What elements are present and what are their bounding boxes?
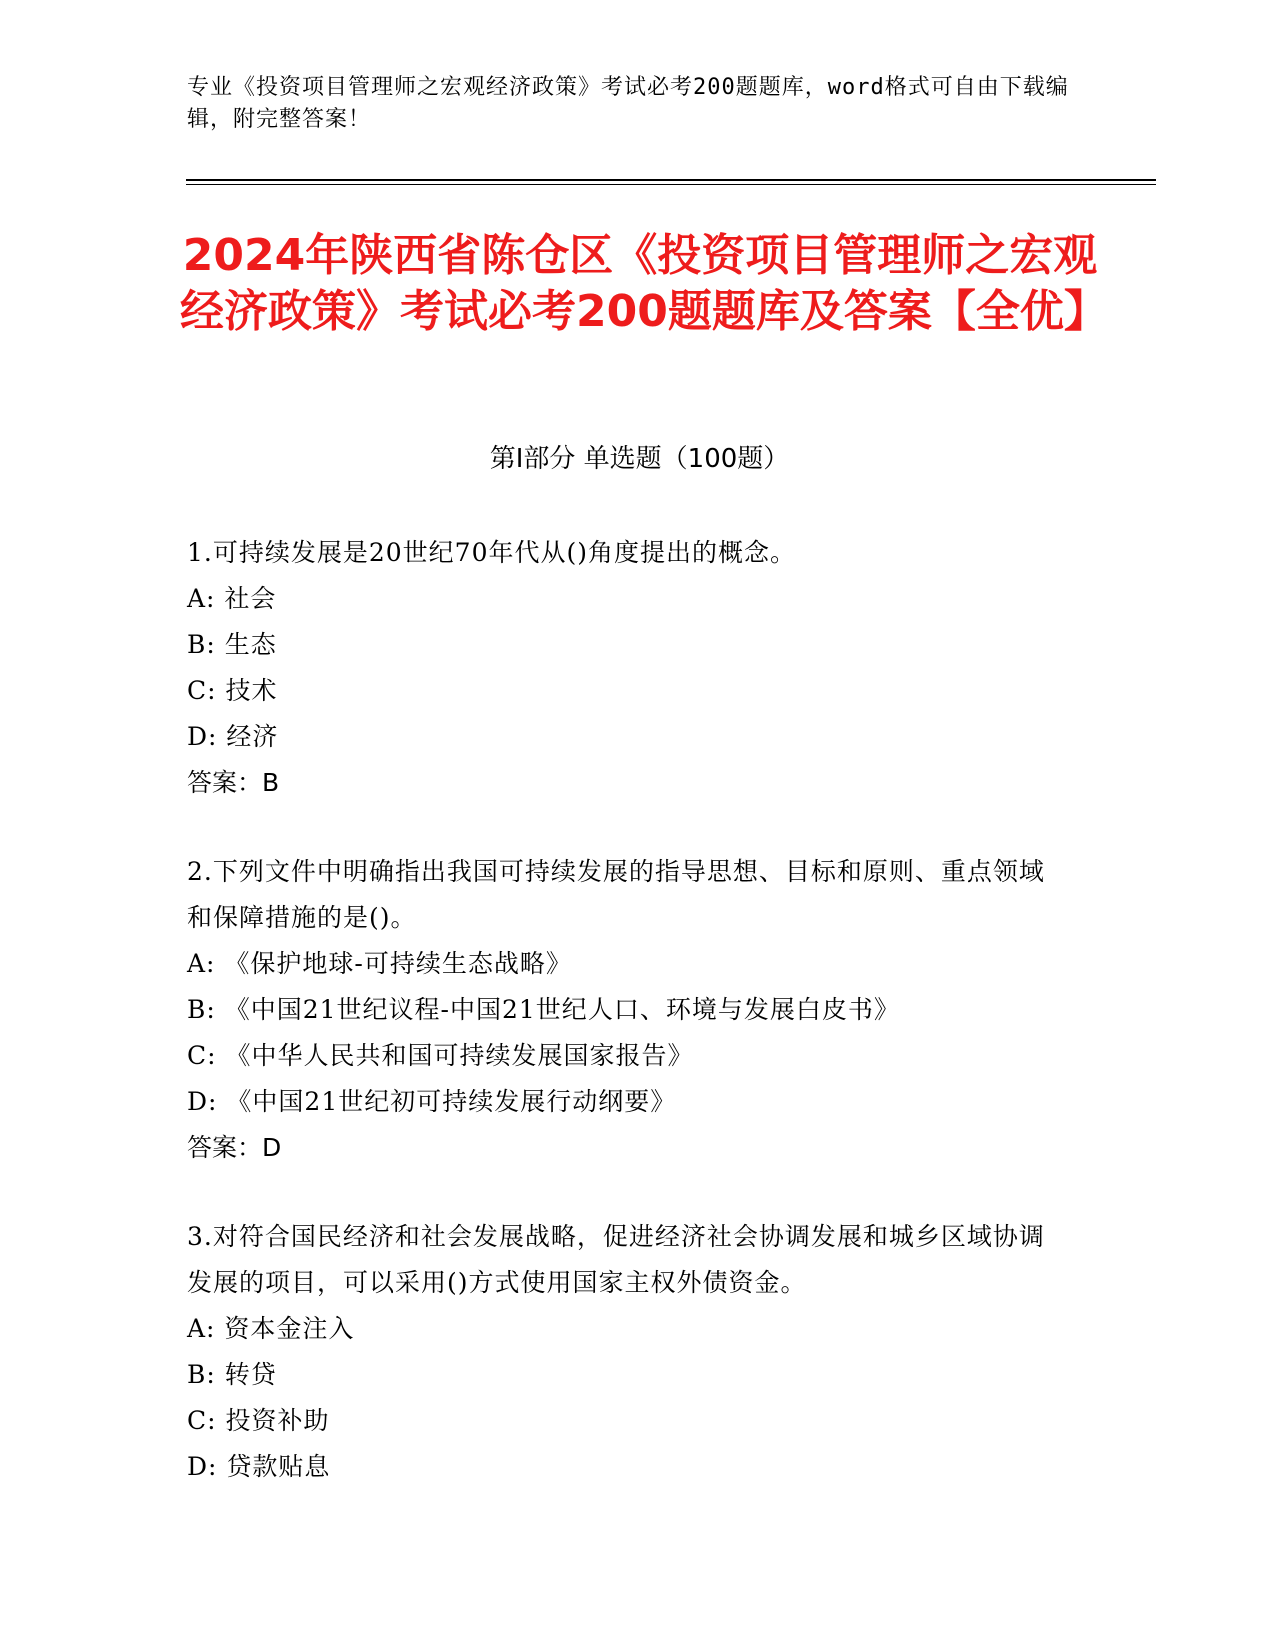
question-list [187, 530, 1067, 1533]
option-a: A: 《保护地球-可持续生态战略》 [187, 949, 572, 978]
answer-line: 答案：B [187, 768, 280, 797]
option-c: C: 技术 [187, 676, 278, 705]
option-c: C: 《中华人民共和国可持续发展国家报告》 [187, 1041, 694, 1070]
section-heading: 第Ⅰ部分 单选题（100题） [489, 444, 790, 474]
option-b: B: 生态 [187, 630, 277, 659]
header-rule-thick [186, 179, 1156, 181]
question-item [187, 530, 1067, 806]
option-b: B: 转贷 [187, 1360, 277, 1389]
header-note: 专业《投资项目管理师之宏观经济政策》考试必考200题题库，word格式可自由下载编辑，附完整答案！ [187, 75, 1069, 132]
question-stem: 2.下列文件中明确指出我国可持续发展的指导思想、目标和原则、重点领域和保障措施的是()。 [187, 857, 1045, 932]
option-d: D: 《中国21世纪初可持续发展行动纲要》 [187, 1087, 677, 1116]
option-a: A: 社会 [187, 584, 277, 613]
option-b: B: 《中国21世纪议程-中国21世纪人口、环境与发展白皮书》 [187, 995, 900, 1024]
answer-line: 答案：D [187, 1133, 282, 1162]
option-d: D: 贷款贴息 [187, 1452, 331, 1481]
option-c: C: 投资补助 [187, 1406, 330, 1435]
option-a: A: 资本金注入 [187, 1314, 355, 1343]
question-stem: 3.对符合国民经济和社会发展战略，促进经济社会协调发展和城乡区域协调发展的项目，可以采用()方式使用国家主权外债资金。 [187, 1222, 1045, 1297]
question-item [187, 1214, 1067, 1490]
document-title: 2024年陕西省陈仓区《投资项目管理师之宏观经济政策》考试必考200题题库及答案【全优】 [180, 230, 1108, 337]
question-stem: 1.可持续发展是20世纪70年代从()角度提出的概念。 [187, 538, 796, 567]
question-item [187, 849, 1067, 1171]
header-rule-thin [186, 184, 1156, 185]
option-d: D: 经济 [187, 722, 279, 751]
